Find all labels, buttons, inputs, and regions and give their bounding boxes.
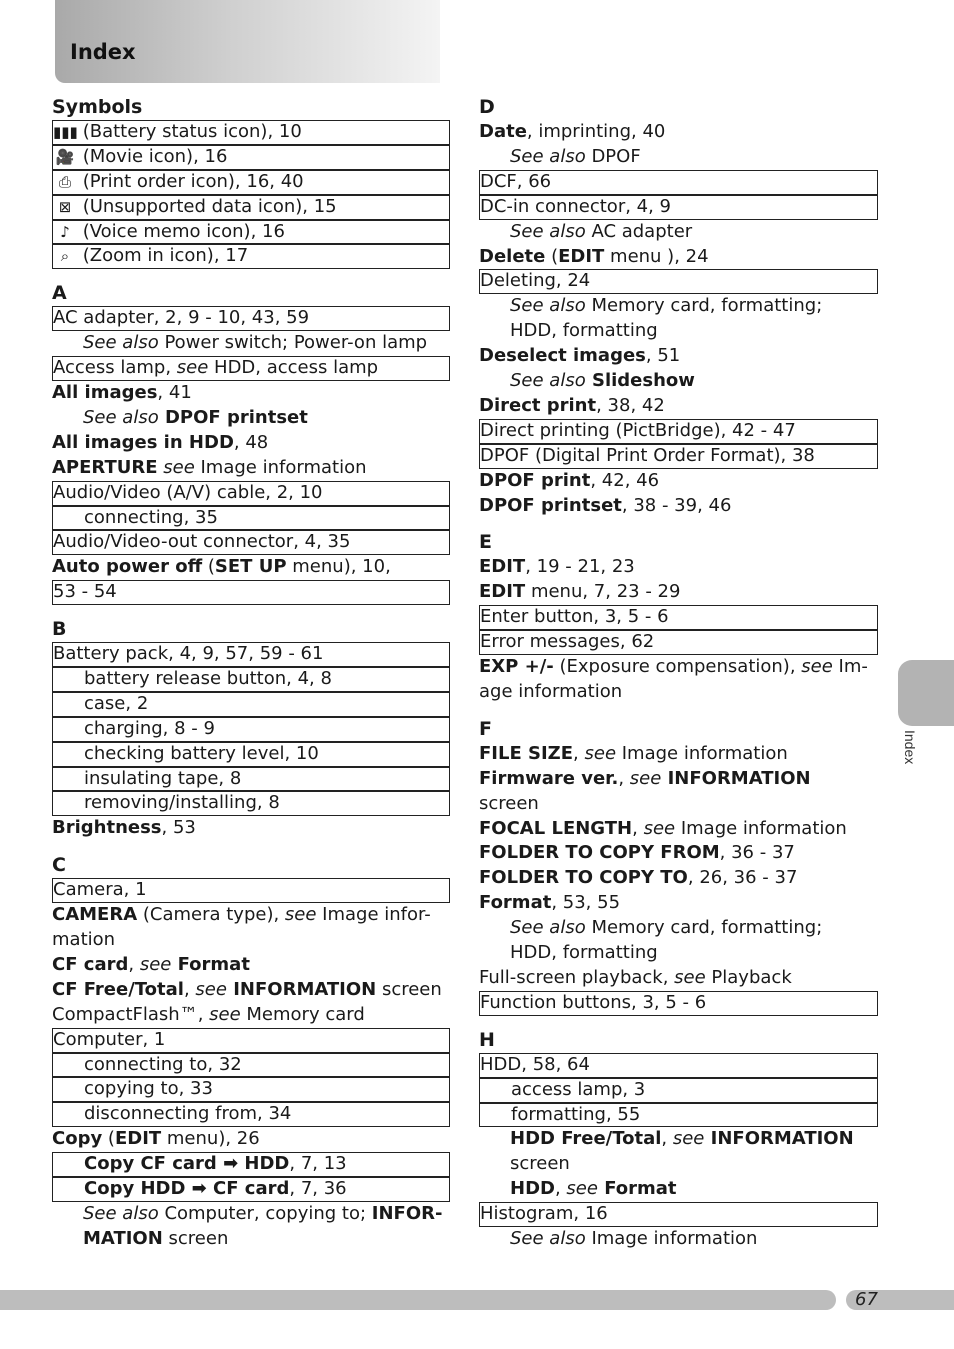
index-entry[interactable]: APERTURE see Image information <box>52 456 367 478</box>
index-entry[interactable]: Camera, 1 <box>52 878 450 903</box>
index-entry[interactable]: ▮▮▮ (Battery status icon), 10 <box>52 120 450 145</box>
index-entry[interactable]: See also AC adapter <box>510 220 693 242</box>
index-entry[interactable]: Brightness, 53 <box>52 817 196 839</box>
index-entry[interactable]: See also Slideshow <box>510 370 695 392</box>
section-heading-d: D <box>479 96 495 118</box>
index-entry[interactable]: ♪ (Voice memo icon), 16 <box>52 220 450 245</box>
page-title: Index <box>70 40 136 64</box>
index-column-right <box>479 95 878 1252</box>
index-entry[interactable]: connecting to, 32 <box>52 1053 450 1078</box>
index-entry[interactable]: Firmware ver., see INFORMATION <box>479 767 811 789</box>
index-entry[interactable]: Direct print, 38, 42 <box>479 394 665 416</box>
section-heading-e: E <box>479 531 492 554</box>
index-entry[interactable]: See also Memory card, formatting; <box>510 917 823 939</box>
index-entry[interactable]: CF Free/Total, see INFORMATION screen <box>52 978 442 1000</box>
index-entry[interactable]: All images in HDD, 48 <box>52 431 269 453</box>
index-entry[interactable]: See also Memory card, formatting; <box>510 295 823 317</box>
index-entry[interactable]: CF card, see Format <box>52 953 250 975</box>
index-entry[interactable]: insulating tape, 8 <box>52 767 450 792</box>
index-entry[interactable]: Delete (EDIT menu ), 24 <box>479 245 709 267</box>
index-entry[interactable]: CompactFlash™, see Memory card <box>52 1003 365 1025</box>
index-entry[interactable]: 🎥 (Movie icon), 16 <box>52 145 450 170</box>
side-tab-label: Index <box>902 730 918 765</box>
index-entry[interactable]: copying to, 33 <box>52 1077 450 1102</box>
index-entry[interactable]: Audio/Video-out connector, 4, 35 <box>52 530 450 555</box>
index-entry[interactable]: access lamp, 3 <box>479 1078 878 1103</box>
index-entry[interactable]: DCF, 66 <box>479 170 878 195</box>
index-entry[interactable]: 53 - 54 <box>52 580 450 605</box>
index-entry[interactable]: checking battery level, 10 <box>52 742 450 767</box>
index-entry[interactable]: Copy HDD ➡ CF card, 7, 36 <box>52 1177 450 1202</box>
index-entry[interactable]: See also Power switch; Power-on lamp <box>83 332 428 354</box>
index-entry[interactable]: All images, 41 <box>52 382 192 404</box>
index-entry[interactable]: HDD, see Format <box>510 1178 677 1200</box>
section-heading-a: A <box>52 282 67 305</box>
index-entry[interactable]: Full-screen playback, see Playback <box>479 966 792 988</box>
index-entry[interactable]: FOCAL LENGTH, see Image information <box>479 817 847 839</box>
index-entry[interactable]: FILE SIZE, see Image information <box>479 742 788 764</box>
index-entry[interactable]: ⌕ (Zoom in icon), 17 <box>52 244 450 269</box>
index-entry[interactable]: Computer, 1 <box>52 1028 450 1053</box>
index-entry[interactable]: Format, 53, 55 <box>479 892 621 914</box>
index-entry[interactable]: Function buttons, 3, 5 - 6 <box>479 991 878 1016</box>
index-entry[interactable]: Copy CF card ➡ HDD, 7, 13 <box>52 1152 450 1177</box>
print-order-icon: ⎙ <box>58 172 71 191</box>
section-heading-h: H <box>479 1028 495 1051</box>
zoom-in-icon: ⌕ <box>60 247 70 266</box>
index-entry[interactable]: ⎙ (Print order icon), 16, 40 <box>52 170 450 195</box>
section-heading-c: C <box>52 854 66 877</box>
index-entry[interactable]: Deleting, 24 <box>479 269 878 294</box>
index-entry-continuation: screen <box>510 1153 570 1175</box>
index-entry-continuation: age information <box>479 680 623 702</box>
index-entry[interactable]: disconnecting from, 34 <box>52 1102 450 1127</box>
index-entry-continuation: MATION screen <box>83 1227 229 1249</box>
index-entry[interactable]: FOLDER TO COPY FROM, 36 - 37 <box>479 842 795 864</box>
index-entry-continuation: screen <box>479 792 539 814</box>
index-entry[interactable]: FOLDER TO COPY TO, 26, 36 - 37 <box>479 867 798 889</box>
index-entry[interactable]: Battery pack, 4, 9, 57, 59 - 61 <box>52 642 450 667</box>
footer-bar <box>0 1290 836 1310</box>
index-entry[interactable]: See also DPOF <box>510 145 641 167</box>
index-entry[interactable]: CAMERA (Camera type), see Image infor- <box>52 904 431 926</box>
index-entry[interactable]: Direct printing (PictBridge), 42 - 47 <box>479 419 878 444</box>
movie-icon: 🎥 <box>55 147 75 166</box>
index-entry[interactable]: EDIT menu, 7, 23 - 29 <box>479 581 681 603</box>
section-heading-b: B <box>52 618 67 641</box>
index-entry[interactable]: case, 2 <box>52 692 450 717</box>
index-entry[interactable]: DPOF print, 42, 46 <box>479 469 660 491</box>
index-entry[interactable]: Deselect images, 51 <box>479 345 681 367</box>
index-entry[interactable]: battery release button, 4, 8 <box>52 667 450 692</box>
index-entry[interactable]: DPOF printset, 38 - 39, 46 <box>479 494 732 516</box>
index-entry[interactable]: Date, imprinting, 40 <box>479 121 666 142</box>
section-heading-f: F <box>479 717 492 740</box>
index-entry-continuation: mation <box>52 929 116 951</box>
index-entry[interactable]: See also Image information <box>510 1228 758 1250</box>
index-entry[interactable]: ⊠ (Unsupported data icon), 15 <box>52 195 450 220</box>
index-entry[interactable]: See also DPOF printset <box>83 406 308 428</box>
index-entry[interactable]: Copy (EDIT menu), 26 <box>52 1128 260 1150</box>
index-entry[interactable]: HDD Free/Total, see INFORMATION <box>510 1128 854 1150</box>
symbols-list <box>52 120 450 269</box>
index-entry[interactable]: EXP +/- (Exposure compensation), see Im- <box>479 656 868 678</box>
unsupported-data-icon: ⊠ <box>58 197 72 216</box>
index-entry-continuation: HDD, formatting <box>510 320 658 342</box>
index-entry[interactable]: See also Computer, copying to; INFOR- <box>83 1202 443 1224</box>
page-number: 67 <box>855 1289 878 1310</box>
index-entry-continuation: HDD, formatting <box>510 942 658 964</box>
side-tab <box>898 660 954 726</box>
section-heading-symbols: Symbols <box>52 96 143 118</box>
index-entry[interactable]: Enter button, 3, 5 - 6 <box>479 605 878 630</box>
index-entry[interactable]: Histogram, 16 <box>479 1202 878 1227</box>
index-entry[interactable]: Error messages, 62 <box>479 630 878 655</box>
voice-memo-icon: ♪ <box>60 222 70 241</box>
index-entry[interactable]: HDD, 58, 64 <box>479 1053 878 1078</box>
index-entry[interactable]: formatting, 55 <box>479 1103 878 1128</box>
index-entry[interactable]: AC adapter, 2, 9 - 10, 43, 59 <box>52 306 450 331</box>
index-entry[interactable]: connecting, 35 <box>52 506 450 531</box>
index-entry[interactable]: DC-in connector, 4, 9 <box>479 195 878 220</box>
index-entry[interactable]: DPOF (Digital Print Order Format), 38 <box>479 444 878 469</box>
index-column-left <box>52 95 450 1252</box>
index-entry[interactable]: EDIT, 19 - 21, 23 <box>479 556 635 578</box>
index-entry[interactable]: Auto power off (SET UP menu), 10, <box>52 556 391 578</box>
battery-icon: ▮▮▮ <box>53 123 78 141</box>
index-entry[interactable]: Audio/Video (A/V) cable, 2, 10 <box>52 481 450 506</box>
index-entry[interactable]: charging, 8 - 9 <box>52 717 450 742</box>
index-entry[interactable]: Access lamp, see HDD, access lamp <box>52 356 450 381</box>
index-entry[interactable]: removing/installing, 8 <box>52 791 450 816</box>
